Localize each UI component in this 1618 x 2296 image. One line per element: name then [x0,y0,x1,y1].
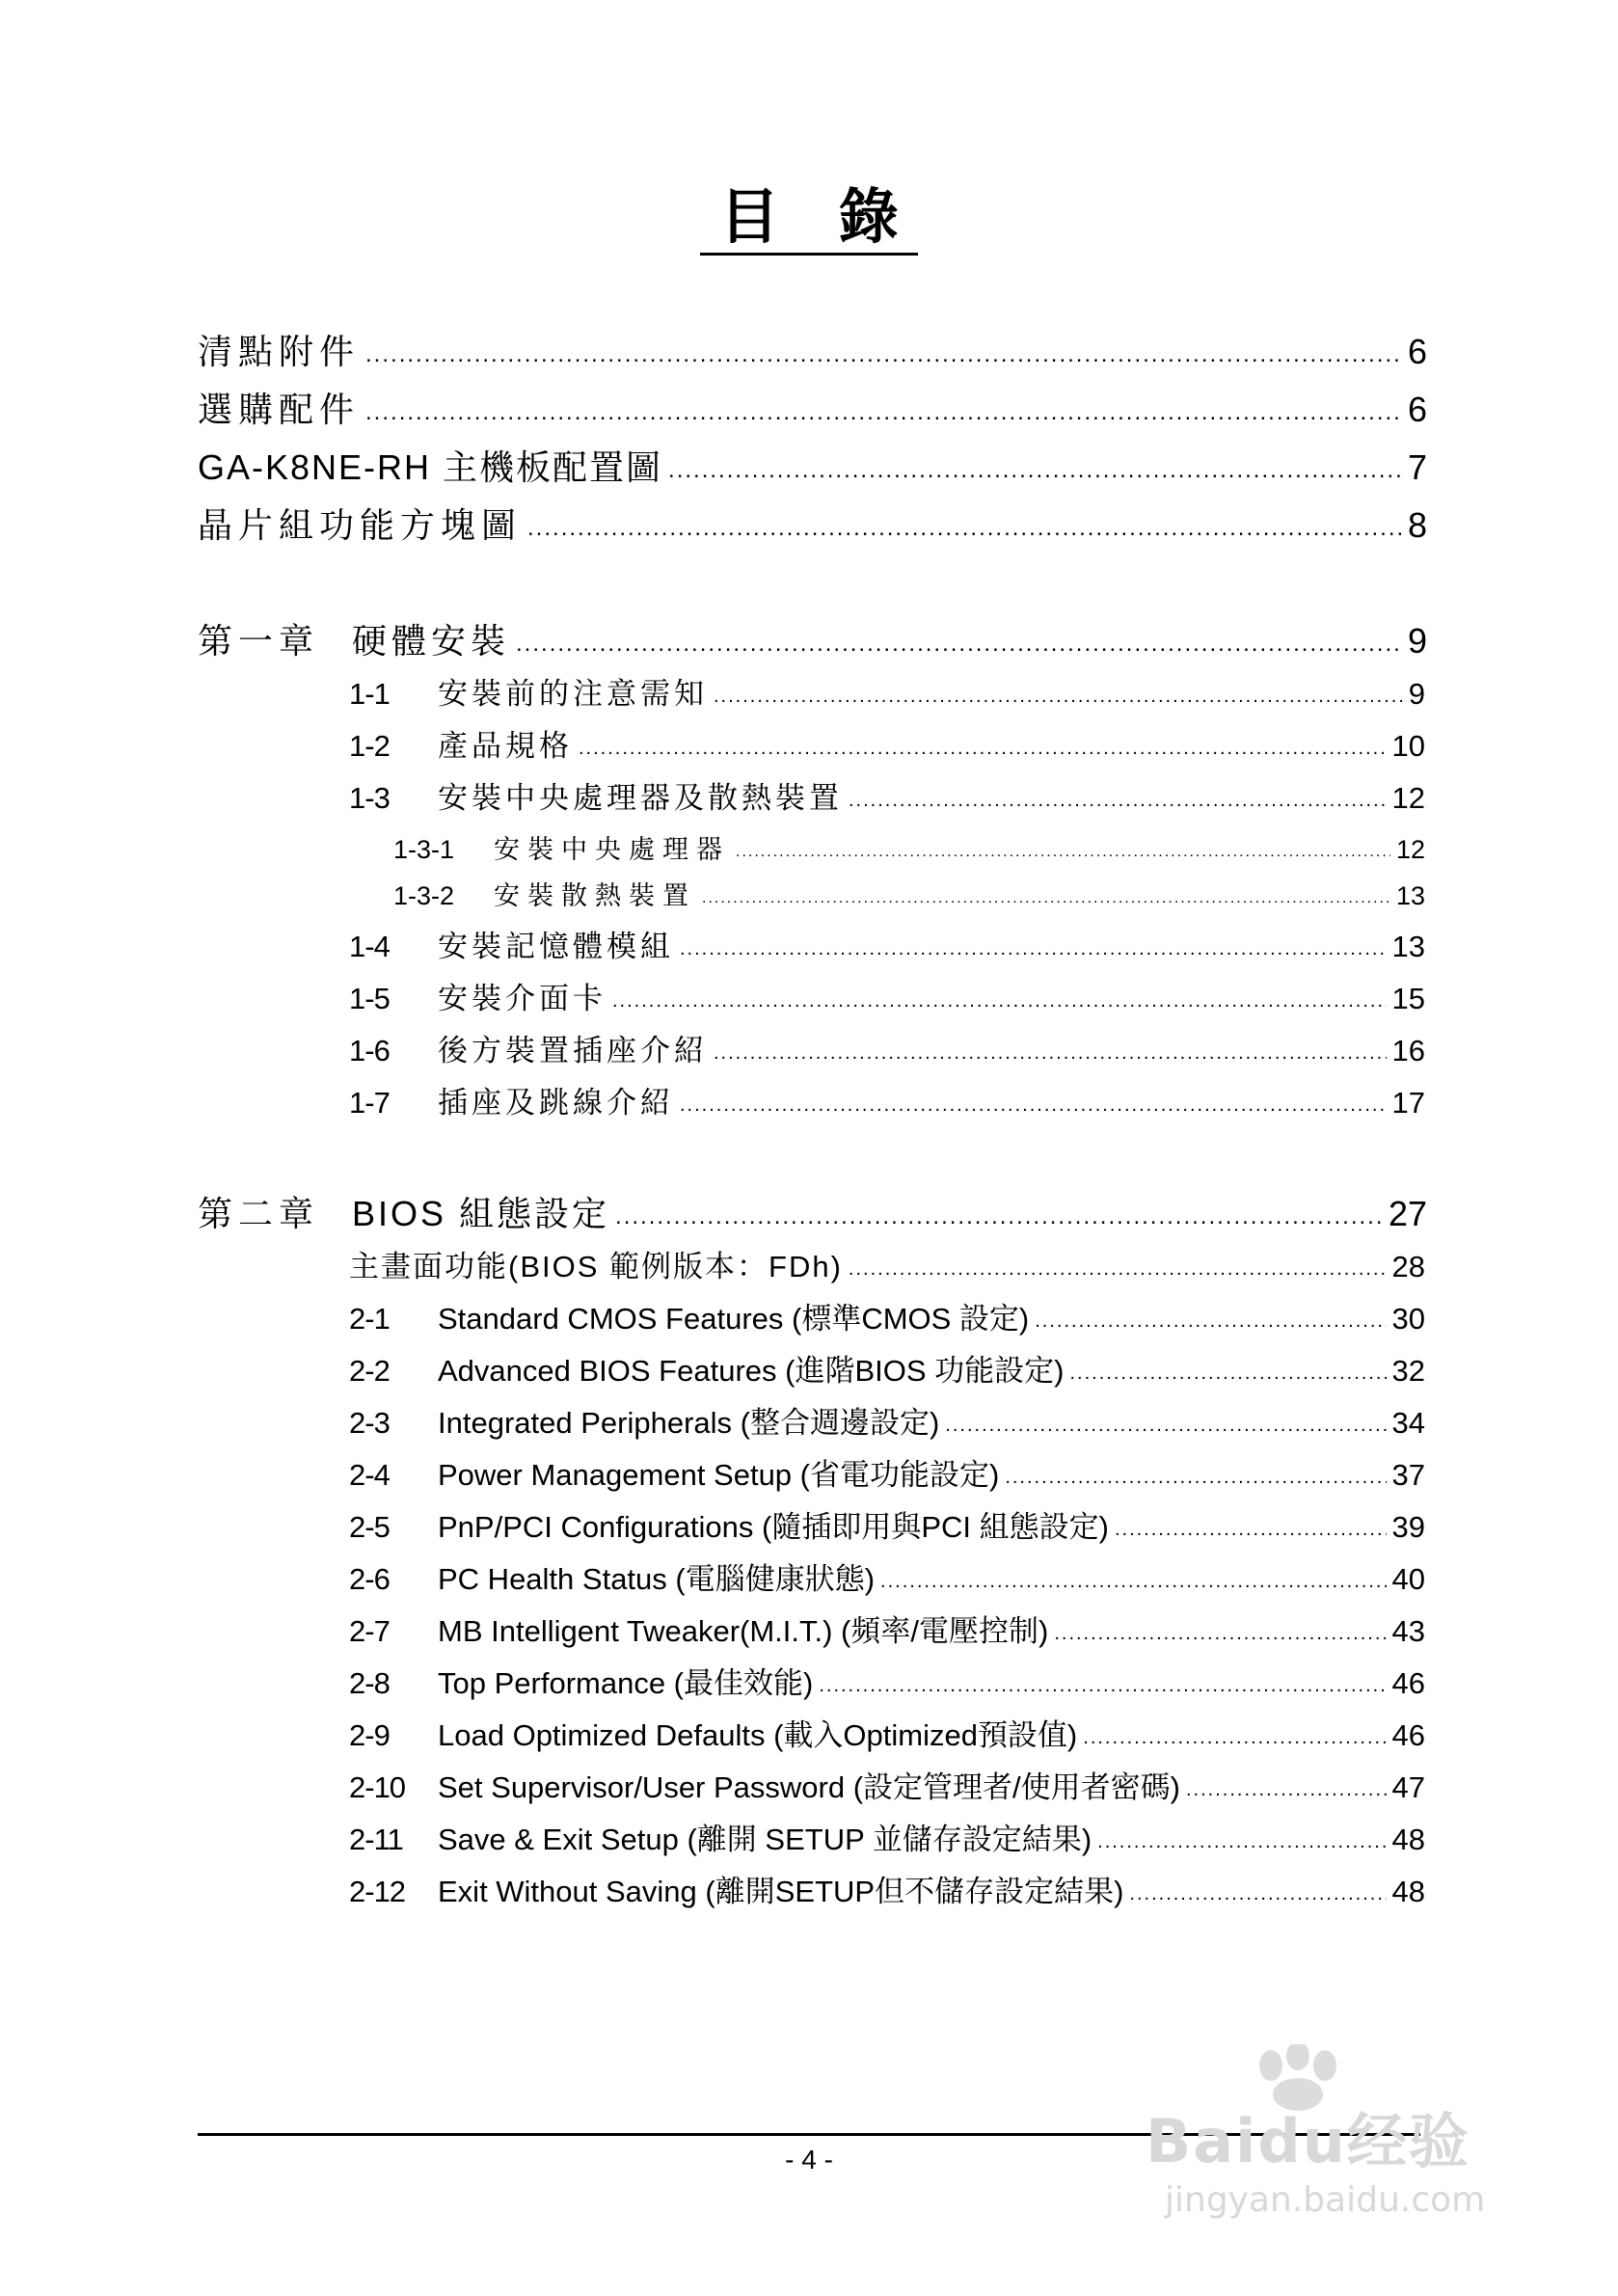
section-page: 47 [1391,1770,1425,1804]
section-page: 46 [1391,1718,1425,1752]
dot-leader [365,331,1402,379]
section-label: Top Performance (最佳效能) [438,1666,814,1700]
toc-section[interactable] [349,1350,1425,1396]
dot-leader [1005,1456,1386,1499]
section-page: 43 [1391,1614,1425,1648]
toc-entry-page: 7 [1407,447,1427,487]
section-page: 40 [1391,1562,1425,1596]
dot-leader [880,1560,1386,1603]
dot-leader [680,1084,1387,1126]
section-number: 2-2 [349,1354,390,1388]
dot-leader [527,504,1402,553]
toc-entry[interactable] [198,501,1427,554]
dot-leader [615,1193,1383,1241]
dot-leader [714,675,1403,717]
section-label: 安裝中央處理器及散熱裝置 [438,781,843,815]
section-number: 1-1 [349,677,390,711]
page-title: 目 錄 [0,178,1618,256]
section-label: 安裝記憶體模組 [438,930,674,963]
section-label: PnP/PCI Configurations (隨插即用與PCI 組態設定) [438,1510,1109,1544]
section-label: Standard CMOS Features (標準CMOS 設定) [438,1302,1030,1336]
toc-section[interactable] [349,1819,1425,1865]
dot-leader [1097,1821,1386,1863]
section-label: 安裝介面卡 [438,982,607,1015]
section-number: 2-7 [349,1614,390,1648]
section-label: MB Intelligent Tweaker(M.I.T.) (頻率/電壓控制) [438,1614,1049,1648]
section-label: Save & Exit Setup (離開 SETUP 並儲存設定結果) [438,1823,1092,1856]
dot-leader [736,834,1390,871]
dot-leader [1054,1612,1386,1655]
toc-entry-page: 6 [1407,332,1427,371]
section-page: 13 [1391,930,1425,963]
chapter-page: 9 [1407,621,1427,661]
subsection-number: 1-3-1 [393,835,455,864]
dot-leader [945,1404,1386,1446]
toc-entry[interactable] [198,444,1427,497]
toc-section[interactable] [349,1662,1425,1709]
section-number: 1-6 [349,1034,390,1067]
subsection-label: 安裝散熱裝置 [494,881,696,910]
section-label: Exit Without Saving (離開SETUP但不儲存設定結果) [438,1875,1124,1908]
toc-chapter-1[interactable] [198,617,1427,670]
toc-section[interactable] [349,1871,1425,1917]
subsection-page: 12 [1395,835,1425,864]
chapter-label: 硬體安裝 [352,621,511,661]
baidu-watermark [1146,2044,1522,2237]
section-page: 37 [1391,1458,1425,1492]
section-number: 2-1 [349,1302,390,1336]
toc-entry-label: GA-K8NE-RH 主機板配置圖 [198,447,663,487]
chapter-page: 27 [1388,1194,1427,1233]
section-number: 1-3 [349,781,390,815]
dot-leader [1129,1873,1386,1915]
toc-entry[interactable] [198,328,1427,381]
toc-subsection[interactable] [393,878,1425,919]
dot-leader [849,779,1387,822]
section-label: PC Health Status (電腦健康狀態) [438,1562,876,1596]
section-page: 16 [1391,1034,1425,1067]
dot-leader [819,1664,1386,1707]
toc-entry-label: 晶片組功能方塊圖 [198,505,523,545]
section-page: 10 [1391,729,1425,763]
section-number: 2-6 [349,1562,390,1596]
toc-entry-page: 6 [1407,390,1427,429]
section-page: 30 [1391,1302,1425,1336]
section-number: 2-10 [349,1770,406,1804]
dot-leader [612,980,1387,1022]
toc-chapter-2[interactable] [198,1190,1427,1243]
section-page: 28 [1391,1250,1425,1283]
dot-leader [516,620,1402,668]
toc-entry[interactable] [198,386,1427,439]
section-label: 安裝前的注意需知 [438,677,708,711]
toc-section[interactable] [349,777,1425,824]
section-page: 32 [1391,1354,1425,1388]
section-number: 1-4 [349,930,390,963]
section-page: 12 [1391,781,1425,815]
subsection-page: 13 [1395,881,1425,910]
watermark-logo: Baidu经验 [1146,2106,1470,2176]
section-number: 2-9 [349,1718,390,1752]
section-label: Power Management Setup (省電功能設定) [438,1458,1000,1492]
toc-entry-label: 選購配件 [198,390,361,429]
section-number: 1-5 [349,982,390,1015]
dot-leader [365,389,1402,437]
paw-icon [1242,2044,1358,2112]
toc-section[interactable] [349,1246,1425,1292]
section-number: 2-11 [349,1823,403,1856]
toc-section[interactable] [349,1298,1425,1344]
toc-section[interactable] [349,1715,1425,1761]
page-number: - 4 - [785,2145,833,2174]
toc-section[interactable] [349,1402,1425,1448]
toc-section[interactable] [349,725,1425,771]
section-page: 17 [1391,1086,1425,1120]
section-number: 2-8 [349,1666,390,1700]
section-page: 48 [1391,1875,1425,1908]
subsection-label: 安裝中央處理器 [494,835,730,864]
dot-leader [702,880,1390,917]
toc-entry-page: 8 [1407,505,1427,545]
section-number: 2-5 [349,1510,390,1544]
toc-section[interactable] [349,1030,1425,1076]
section-label: 後方裝置插座介紹 [438,1034,708,1067]
chapter-number: 第一章 [198,621,320,661]
toc-subsection[interactable] [393,831,1425,873]
toc-section[interactable] [349,1558,1425,1605]
section-label: 插座及跳線介紹 [438,1086,674,1120]
section-page: 15 [1391,982,1425,1015]
dot-leader [668,446,1402,495]
watermark-url: jingyan.baidu.com [1165,2180,1486,2220]
toc-section[interactable] [349,1767,1425,1813]
section-number: 1-2 [349,729,390,763]
section-label: Advanced BIOS Features (進階BIOS 功能設定) [438,1354,1065,1388]
section-number: 2-3 [349,1406,390,1440]
section-page: 48 [1391,1823,1425,1856]
dot-leader [1186,1769,1387,1811]
toc-section[interactable] [349,978,1425,1024]
section-label: Load Optimized Defaults (載入Optimized預設值) [438,1718,1078,1752]
section-page: 46 [1391,1666,1425,1700]
chapter-number: 第二章 [198,1194,320,1233]
chapter-label: BIOS 組態設定 [352,1194,610,1233]
toc-section[interactable] [349,1454,1425,1500]
dot-leader [1083,1716,1386,1759]
dot-leader [579,727,1387,770]
toc-section[interactable] [349,673,1425,719]
toc-section[interactable] [349,1610,1425,1657]
section-page: 39 [1391,1510,1425,1544]
section-page: 9 [1408,677,1425,711]
toc-section[interactable] [349,926,1425,972]
section-label: 產品規格 [438,729,573,763]
section-page: 34 [1391,1406,1425,1440]
toc-entry-label: 清點附件 [198,332,361,371]
section-label: Integrated Peripherals (整合週邊設定) [438,1406,940,1440]
dot-leader [849,1248,1387,1290]
section-label: Set Supervisor/User Password (設定管理者/使用者密碼) [438,1770,1180,1804]
section-label: 主畫面功能(BIOS 範例版本：FDh) [349,1250,843,1283]
dot-leader [1115,1508,1387,1551]
section-number: 2-4 [349,1458,390,1492]
dot-leader [1069,1352,1386,1394]
subsection-number: 1-3-2 [393,881,455,910]
section-number: 2-12 [349,1875,406,1908]
section-number: 1-7 [349,1086,390,1120]
dot-leader [714,1032,1387,1074]
dot-leader [680,928,1387,970]
dot-leader [1035,1300,1386,1342]
toc-section[interactable] [349,1506,1425,1553]
toc-section[interactable] [349,1082,1425,1128]
